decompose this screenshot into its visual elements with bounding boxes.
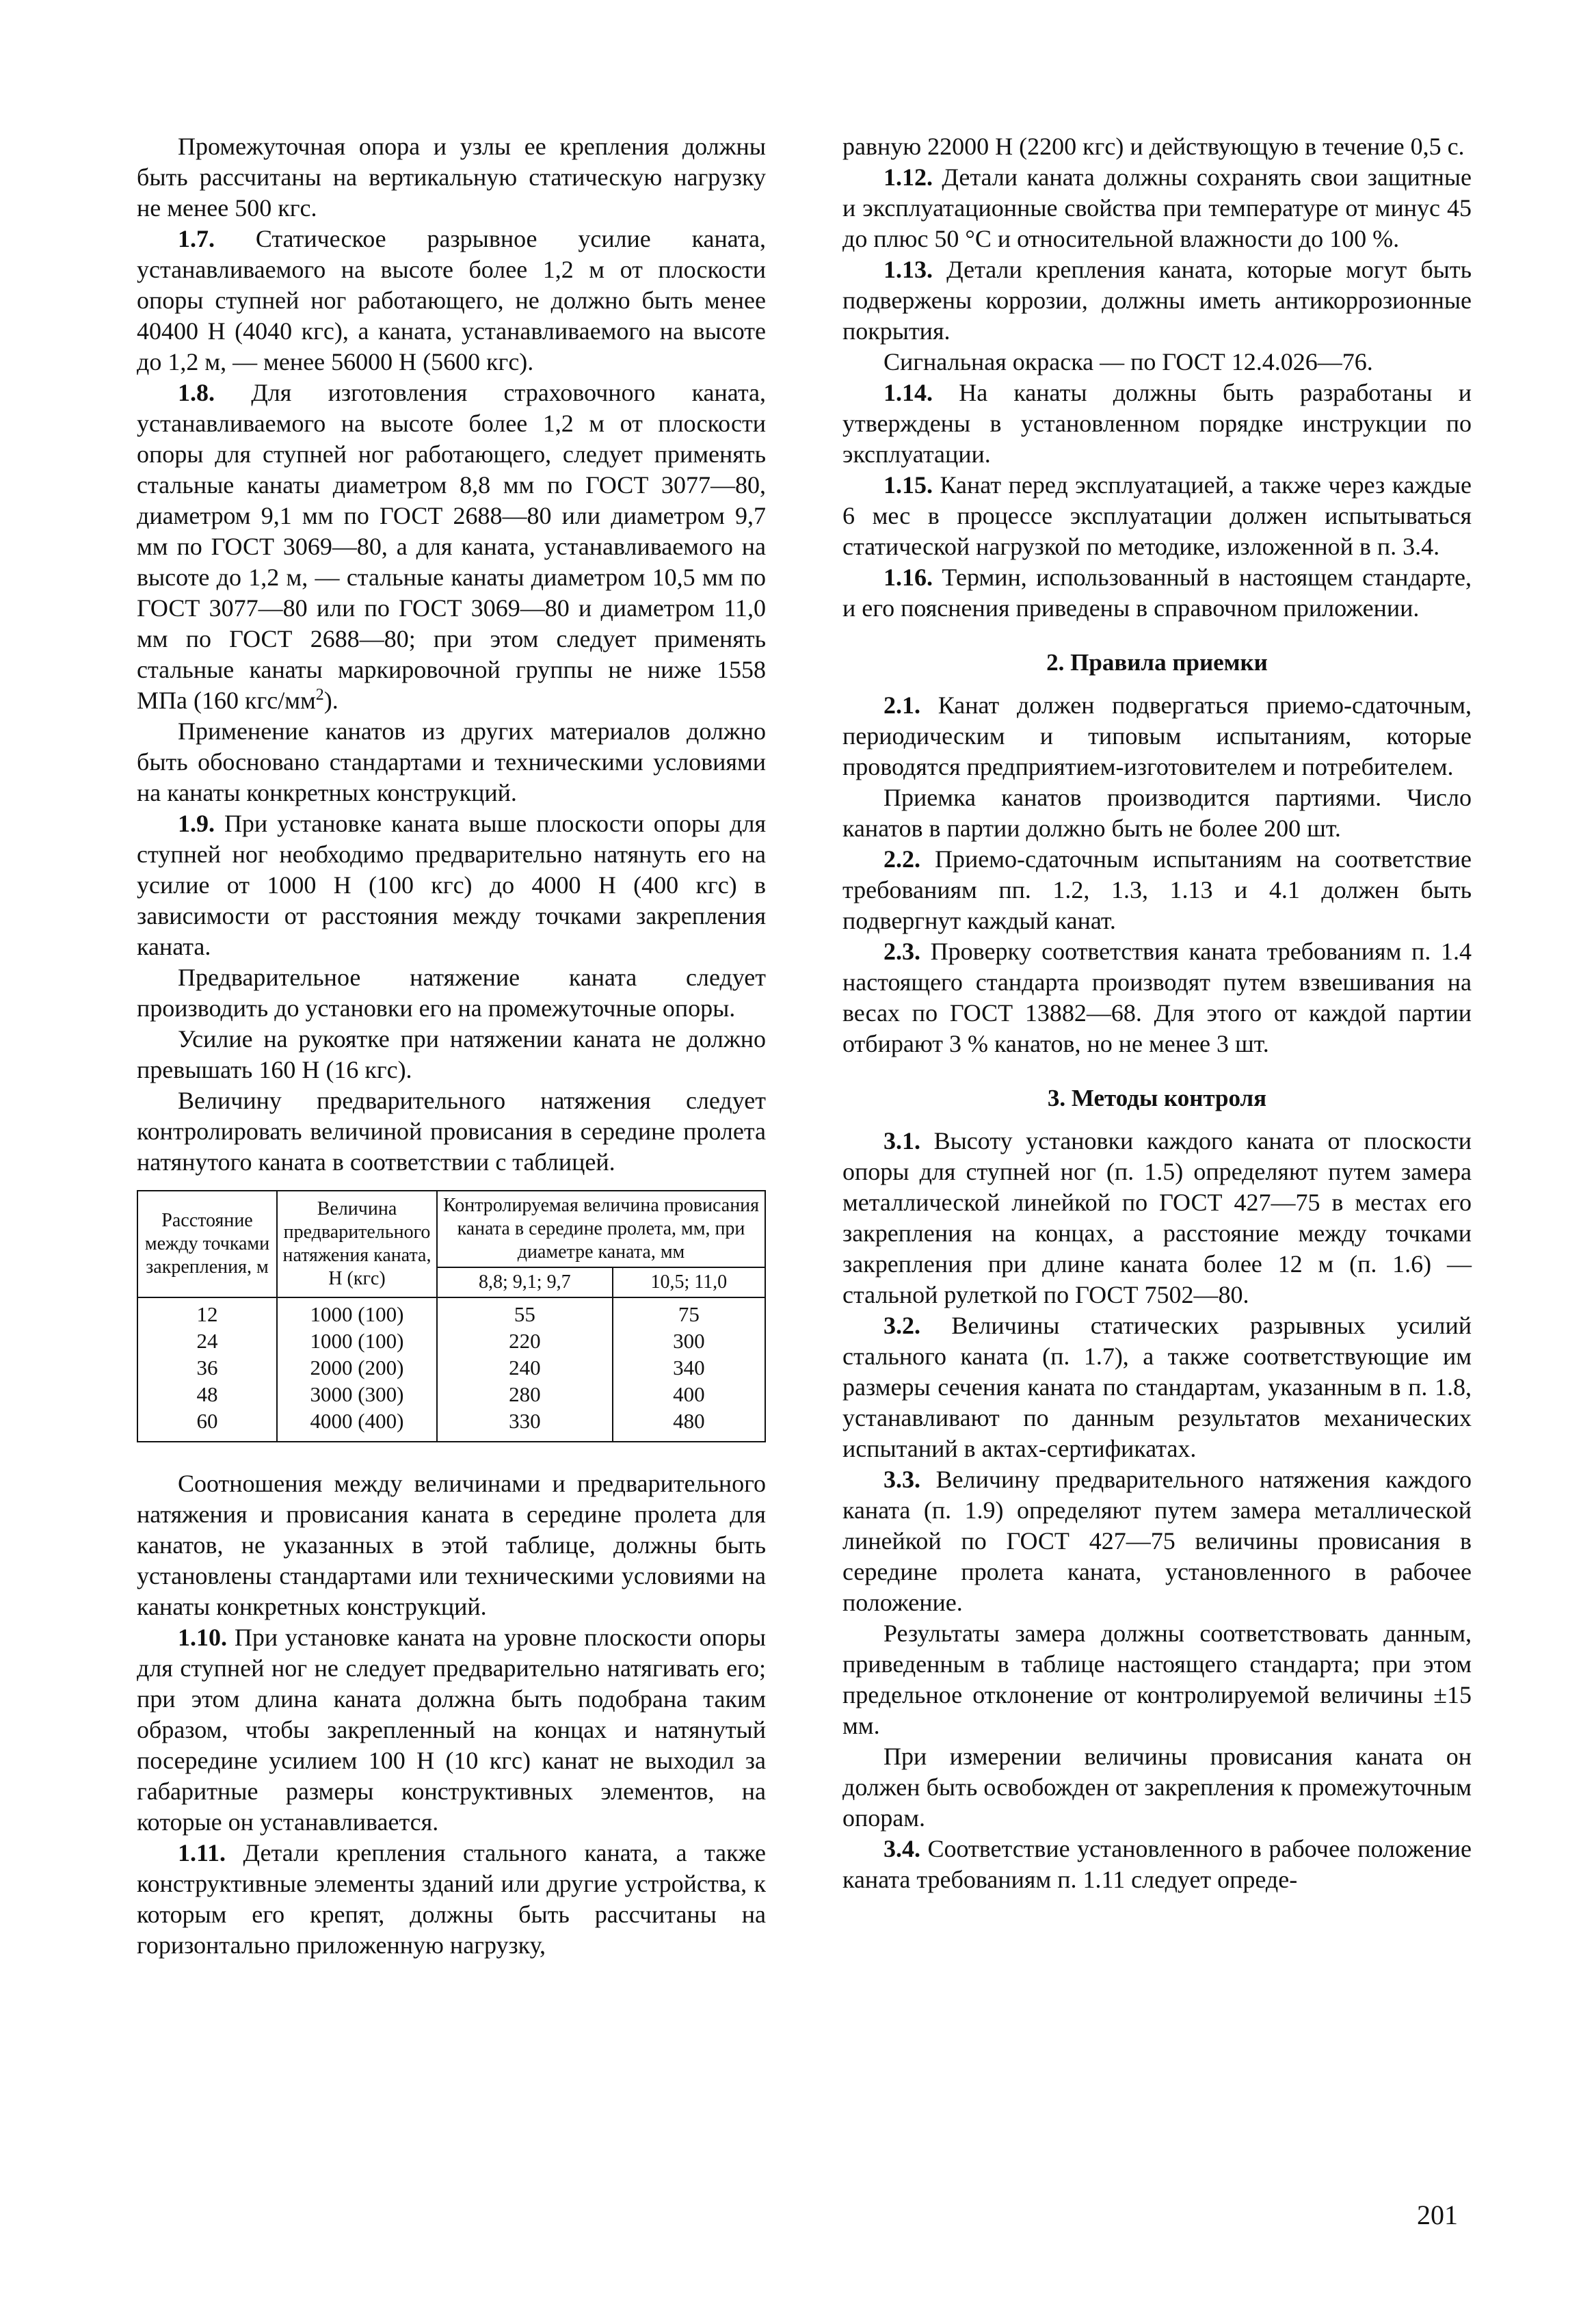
- paragraph-results: Результаты замера должны соответствовать данным, приведенным в таблице настоящего стандарта; при этом предельное отклонение от контролируемой величины ±15 мм.: [842, 1620, 1472, 1739]
- clause-text: Величину предварительного натяжения каждого каната (п. 1.9) определяют путем замера металлической линейкой по ГОСТ 427—75 величины провисания в середине пролета каната, установленного в рабочее положение.: [842, 1466, 1472, 1616]
- paragraph-pretension: Предварительное натяжение каната следует производить до установки его на промежуточные опоры.: [137, 964, 766, 1022]
- clause-number: 1.11.: [178, 1839, 226, 1866]
- paragraph-1-15: [842, 470, 1472, 562]
- clause-number: 2.2.: [884, 845, 920, 873]
- clause-text: Термин, использованный в настоящем стандарте, и его пояснения приведены в справочном приложении.: [842, 564, 1472, 622]
- paragraph-continuation: равную 22000 Н (2200 кгс) и действующую в течение 0,5 с.: [842, 133, 1465, 160]
- clause-text: Соответствие установленного в рабочее положение каната требованиям п. 1.11 следует опреде-: [842, 1835, 1472, 1893]
- paragraph-ratio: Соотношения между величинами и предварительного натяжения и провисания каната в середине пролета для канатов, не указанных в этой таблице, должны быть установлены стандартами или техническими условиями на канаты конкретных конструкций.: [137, 1470, 766, 1620]
- paragraph-2-2: [842, 844, 1472, 936]
- clause-number: 3.4.: [884, 1835, 920, 1862]
- section-heading-control-methods: 3. Методы контроля: [1047, 1085, 1267, 1111]
- paragraph-measure: При измерении величины провисания каната он должен быть освобожден от закрепления к промежуточным опорам.: [842, 1743, 1472, 1832]
- right-column: [842, 131, 1472, 1895]
- clause-number: 1.7.: [178, 225, 215, 252]
- clause-text: Для изготовления страховочного каната, устанавливаемого на высоте более 1,2 м от плоскости опоры для ступней ног работающего, следует применять стальные канаты диаметром 8,8 мм по ГОСТ 3077—80, диаметром 9,1 мм по ГОСТ 2688—80 или диаметром 9,7 мм по ГОСТ 3069—80, а для каната, устанавливаемого на высоте до 1,2 м, — стальные канаты диаметром 10,5 мм по ГОСТ 3077—80 или по ГОСТ 3069—80 и диаметром 11,0 мм по ГОСТ 2688—80; при этом следует применять стальные канаты маркировочной группы не ниже 1558 МПа (160 кгс/мм: [137, 379, 766, 714]
- clause-number: 3.3.: [884, 1466, 920, 1493]
- paragraph-3-3: [842, 1464, 1472, 1618]
- clause-number: 2.3.: [884, 938, 920, 965]
- table-header-sag-small-diameter: 8,8; 9,1; 9,7: [437, 1267, 613, 1297]
- paragraph-2-3: [842, 936, 1472, 1059]
- left-column: [137, 131, 766, 1961]
- paragraph-3-2: [842, 1310, 1472, 1464]
- clause-number: 3.2.: [884, 1312, 920, 1339]
- section-heading-acceptance: 2. Правила приемки: [1046, 649, 1268, 676]
- clause-text-end: ).: [323, 687, 338, 714]
- table-header-sag: Контролируемая величина провисания каната в середине пролета, мм, при диаметре каната, мм: [437, 1191, 765, 1267]
- clause-number: 1.13.: [884, 256, 933, 283]
- table-header-distance: Расстояние между точками закрепления, м: [137, 1191, 277, 1297]
- paragraph-1-11: [137, 1838, 766, 1961]
- table-row: [137, 1297, 765, 1437]
- paragraph-3-4: [842, 1834, 1472, 1895]
- paragraph-1-8: [137, 378, 766, 716]
- clause-number: 1.15.: [884, 471, 933, 499]
- clause-text: Приемо-сдаточным испытаниям на соответствие требованиям пп. 1.2, 1.3, 1.13 и 4.1 должен быть подвергнут каждый канат.: [842, 845, 1472, 934]
- table-column-tension: 1000 (100) 1000 (100) 2000 (200) 3000 (300) 4000 (400): [277, 1297, 437, 1437]
- clause-text: Детали каната должны сохранять свои защитные и эксплуатационные свойства при температуре от минус 45 до плюс 50 °С и относительной влажности до 100 %.: [842, 163, 1472, 252]
- clause-text: Канат перед эксплуатацией, а также через каждые 6 мес в процессе эксплуатации должен испытываться статической нагрузкой по методике, изложенной в п. 3.4.: [842, 471, 1472, 560]
- clause-number: 1.16.: [884, 564, 933, 591]
- paragraph-1-13: [842, 254, 1472, 347]
- paragraph-1-9: [137, 808, 766, 962]
- clause-number: 1.10.: [178, 1624, 227, 1651]
- paragraph-materials: Применение канатов из других материалов должно быть обосновано стандартами и техническими условиями на канаты конкретных конструкций.: [137, 717, 766, 806]
- table-column-sag-large: 75 300 340 400 480: [613, 1297, 765, 1437]
- clause-number: 1.9.: [178, 810, 215, 837]
- superscript: 2: [315, 686, 324, 704]
- table-header-tension: Величина предварительного натяжения каната, Н (кгс): [277, 1191, 437, 1297]
- paragraph-1-16: [842, 562, 1472, 624]
- clause-number: 1.8.: [178, 379, 215, 406]
- clause-text: При установке каната на уровне плоскости опоры для ступней ног не следует предварительно натягивать его; при этом длина каната должна быть подобрана таким образом, чтобы закрепленный на концах и натянутый посередине усилием 100 Н (10 кгс) канат не выходил за габаритные размеры конструктивных элементов, на которые он устанавливается.: [137, 1624, 766, 1836]
- table-column-sag-small: 55 220 240 280 330: [437, 1297, 613, 1437]
- clause-number: 2.1.: [884, 691, 920, 719]
- paragraph-handle: Усилие на рукоятке при натяжении каната не должно превышать 160 Н (16 кгс).: [137, 1025, 766, 1083]
- sag-table: [137, 1190, 766, 1442]
- clause-text: Величины статических разрывных усилий стального каната (п. 1.7), а также соответствующие им размеры сечения каната по стандартам, указанным в п. 1.8, устанавливают по данным результатов механических испытаний в актах-сертификатах.: [842, 1312, 1472, 1462]
- clause-text: Проверку соответствия каната требованиям п. 1.4 настоящего стандарта производят путем взвешивания на весах по ГОСТ 13882—68. Для этого от каждой партии отбирают 3 % канатов, но не менее 3 шт.: [842, 938, 1472, 1057]
- clause-text: Детали крепления стального каната, а также конструктивные элементы зданий или другие устройства, к которым его крепят, должны быть рассчитаны на горизонтально приложенную нагрузку,: [137, 1839, 766, 1959]
- clause-text: Статическое разрывное усилие каната, устанавливаемого на высоте более 1,2 м от плоскости опоры ступней ног работающего, не должно быть менее 40400 Н (4040 кгс), а каната, устанавливаемого на высоте до 1,2 м, — менее 56000 Н (5600 кгс).: [137, 225, 766, 375]
- table-header-sag-large-diameter: 10,5; 11,0: [613, 1267, 765, 1297]
- paragraph-signal: Сигнальная окраска — по ГОСТ 12.4.026—76.: [884, 348, 1373, 375]
- clause-text: Детали крепления каната, которые могут быть подвержены коррозии, должны иметь антикоррозионные покрытия.: [842, 256, 1472, 345]
- paragraph-batches: Приемка канатов производится партиями. Число канатов в партии должно быть не более 200 шт.: [842, 784, 1472, 842]
- table-bottom-border: [137, 1437, 765, 1442]
- clause-text: При установке каната выше плоскости опоры для ступней ног необходимо предварительно натянуть его на усилие от 1000 Н (100 кгс) до 4000 Н (400 кгс) в зависимости от расстояния между точками закрепления каната.: [137, 810, 766, 960]
- paragraph-1-7: [137, 224, 766, 378]
- clause-text: На канаты должны быть разработаны и утверждены в установленном порядке инструкции по эксплуатации.: [842, 379, 1472, 468]
- page-number: 201: [1417, 2200, 1458, 2230]
- clause-text: Канат должен подвергаться приемо-сдаточным, периодическим и типовым испытаниям, которые проводятся предприятием-изготовителем и потребителем.: [842, 691, 1472, 780]
- clause-number: 1.12.: [884, 163, 933, 191]
- table-column-distance: 12 24 36 48 60: [137, 1297, 277, 1437]
- paragraph-1-10: [137, 1622, 766, 1838]
- clause-number: 3.1.: [884, 1127, 920, 1154]
- paragraph-1-14: [842, 378, 1472, 470]
- paragraph-2-1: [842, 690, 1472, 782]
- paragraph-intro: Промежуточная опора и узлы ее крепления должны быть рассчитаны на вертикальную статическую нагрузку не менее 500 кгс.: [137, 133, 766, 222]
- clause-number: 1.14.: [884, 379, 933, 406]
- paragraph-3-1: [842, 1126, 1472, 1310]
- paragraph-control: Величину предварительного натяжения следует контролировать величиной провисания в середине пролета натянутого каната в соответствии с таблицей.: [137, 1087, 766, 1176]
- paragraph-1-12: [842, 162, 1472, 254]
- clause-text: Высоту установки каждого каната от плоскости опоры для ступней ног (п. 1.5) определяют путем замера металлической линейкой по ГОСТ 427—75 в местах его закрепления на концах, а расстояние между точками закрепления при длине каната более 12 м (п. 1.6) — стальной рулеткой по ГОСТ 7502—80.: [842, 1127, 1472, 1308]
